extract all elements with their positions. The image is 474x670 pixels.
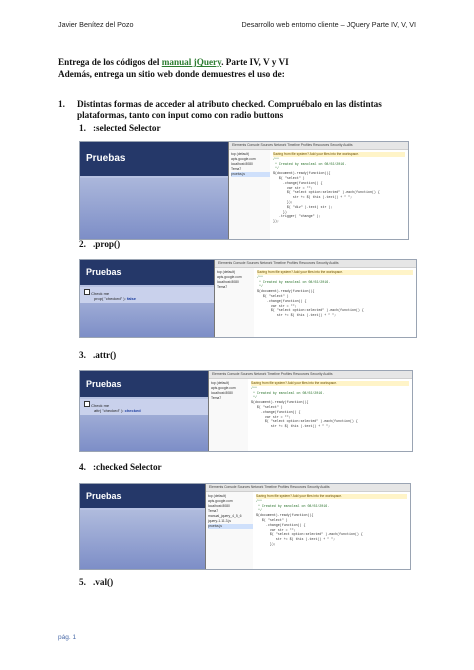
intro-text-2: . Parte IV, V y VI [221, 57, 289, 67]
code-editor: Saving from file system? Add your files into the workspace. /** * Created by eanoleal on 08/02/2016. */ $(document).ready(function(){ $( "select" ) .change(function() { var str = ""; $( "select option:selected" ).each(function() { str += $( this ).text() + " "; [248, 379, 412, 451]
header-doc-title: Desarrollo web entorno cliente – JQuery Parte IV, V, VI [241, 20, 416, 29]
sources-tree: top (default) apis.google.com localhost:8080 Tema7 [209, 379, 252, 451]
sources-tree: top (default) apis.google.com localhost:8080 Tema7 manual_jquery_4_5_6 jquery-1.11.3.js prueba.js [206, 492, 257, 569]
devtools-panel [206, 484, 410, 569]
screenshot-checked-selector [79, 483, 411, 570]
intro-line-2: Además, entrega un sitio web donde demuestres el uso de: [58, 69, 285, 79]
devtools-tabs: Elements Console Sources Network Timeline Profiles Resources Security Audits [206, 484, 410, 492]
devtools-tabs: Elements Console Sources Network Timeline Profiles Resources Security Audits [229, 142, 408, 150]
code-editor: Saving from file system? Add your files into the workspace. /** * Created by eanoleal on 08/02/2016. */ $(document).ready(function(){ $( "select" ) .change(function() { var str = ""; $( "select option:selected" ).each(function() { str += $( this ).text() + " "; [254, 268, 416, 337]
manual-jquery-link[interactable]: manual jQuery [161, 57, 222, 67]
sources-tree: top (default) apis.google.com localhost:8080 Tema7 prueba.js [229, 150, 274, 239]
page-title: Pruebas [80, 260, 214, 285]
question-1-text: Distintas formas de acceder al atributo checked. Compruébalo en las distintas plataformas, tanto con input como con radio buttons [77, 99, 382, 120]
browser-page [80, 484, 206, 569]
item-3-heading: 3. .attr() [79, 350, 117, 360]
browser-page [80, 142, 229, 239]
intro [58, 56, 418, 80]
screenshot-selected-selector [79, 141, 409, 240]
code-editor: Saving from file system? Add your files into the workspace. /** * Created by eanoleal on 08/02/2016. */ $(document).ready(function(){ $( "select" ) .change(function() { var str = ""; $( "select option:selected" ).each(function() { str += $( this ).text() + " "; }); $( "div" ).text( str ); }) .trigger( "change" ); }); [270, 150, 408, 239]
item-2-heading: 2. .prop() [79, 239, 121, 249]
code-editor: Saving from file system? Add your files into the workspace. /** * Created by eanoleal on 08/02/2016. */ $(document).ready(function(){ $( "select" ) .change(function() { var str = ""; $( "select option:selected" ).each(function() { str += $( this ).text() + " "; }); [253, 492, 410, 569]
item-4-heading: 4. :checked Selector [79, 462, 162, 472]
screenshot-attr [79, 370, 413, 452]
devtools-tabs: Elements Console Sources Network Timeline Profiles Resources Security Audits [209, 371, 412, 379]
screenshot-prop [79, 259, 417, 338]
browser-page: Pruebas Check me attr( "checked" ): checked [80, 371, 209, 451]
header-author: Javier Benítez del Pozo [58, 20, 134, 29]
page-title: Pruebas [80, 142, 228, 176]
item-1-heading: 1. :selected Selector [79, 123, 161, 133]
devtools-panel [209, 371, 412, 451]
sources-tree: top (default) apis.google.com localhost:8080 Tema7 [215, 268, 258, 337]
devtools-panel [229, 142, 408, 239]
question-1 [58, 99, 418, 121]
page-title: Pruebas [80, 484, 205, 508]
item-5-heading: 5. .val() [79, 577, 114, 587]
browser-page: Pruebas Check me prop( "checked" ): false [80, 260, 215, 337]
intro-text-1: Entrega de los códigos del [58, 57, 160, 67]
page-number: pág. 1 [58, 634, 77, 641]
devtools-panel [215, 260, 416, 337]
devtools-tabs: Elements Console Sources Network Timeline Profiles Resources Security Audits [215, 260, 416, 268]
page-title: Pruebas [80, 371, 208, 397]
question-1-number: 1. [58, 99, 65, 109]
